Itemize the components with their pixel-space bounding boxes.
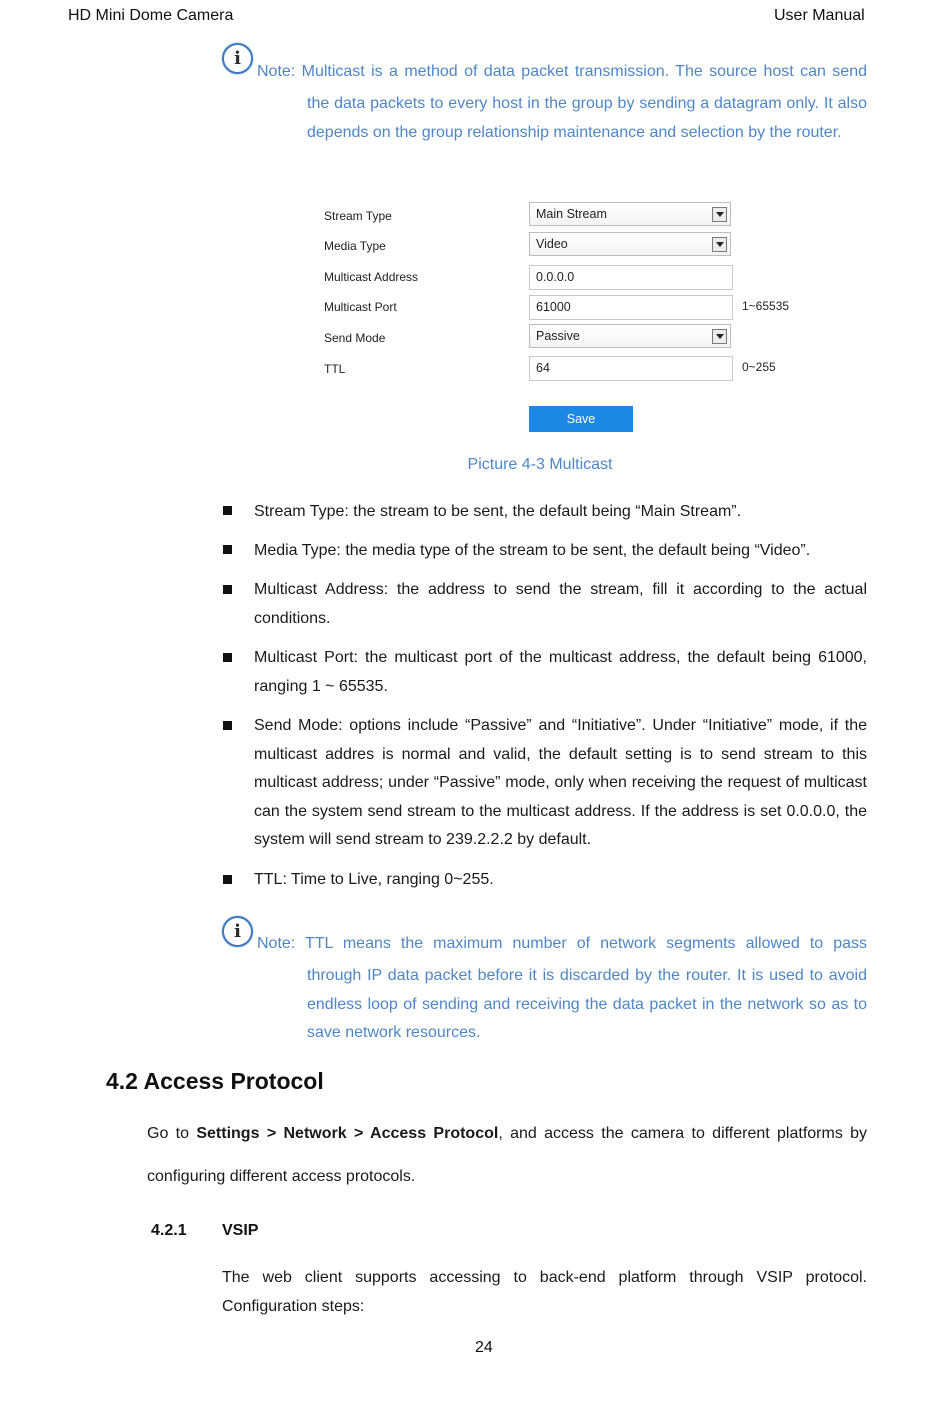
menu-path-access-protocol: Access Protocol [370,1125,499,1142]
media-type-value: Video [536,237,568,251]
note-first-line: Note: TTL means the maximum number of network segments allowed to pass [257,935,867,952]
square-bullet-icon [223,506,232,515]
stream-type-label: Stream Type [324,209,392,223]
stream-type-value: Main Stream [536,207,607,221]
multicast-port-range: 1~65535 [742,299,790,313]
note-first-line: Note: Multicast is a method of data packet transmission. The source host can send [257,63,867,80]
subsection-number: 4.2.1 [151,1222,187,1239]
square-bullet-icon [223,721,232,730]
info-icon: i [222,43,253,74]
bullet-media-type: Media Type: the media type of the stream to be sent, the default being “Video”. [254,542,811,559]
multicast-port-input[interactable] [529,295,733,320]
subsection-title: VSIP [222,1222,259,1239]
intro-line-1-rest: , and access the camera to different platforms by [498,1125,868,1142]
bullet-multicast-port: Multicast Port: the multicast port of the multicast address, the default being 61000, ranging 1 ~ 65535. [254,649,867,695]
ttl-input[interactable] [529,356,733,381]
media-type-select[interactable] [529,232,731,256]
bullet-ttl: TTL: Time to Live, ranging 0~255. [254,871,494,888]
menu-path-separator: > [259,1125,284,1142]
stream-type-select[interactable] [529,202,731,226]
ttl-range: 0~255 [742,360,776,374]
send-mode-select[interactable] [529,324,731,348]
send-mode-value: Passive [536,329,580,343]
figure-caption: Picture 4-3 Multicast [467,456,613,473]
header-doc-type: User Manual [774,7,865,24]
intro-line-1 [147,1125,867,1143]
multicast-address-label: Multicast Address [324,270,419,284]
intro-line-2: configuring different access protocols. [147,1168,416,1185]
multicast-port-value: 61000 [536,300,571,314]
header-title: HD Mini Dome Camera [68,7,234,24]
note-body: through IP data packet before it is discarded by the router. It is used to avoid endless loop of sending and receiving the data packet in the network so as to save network resources. [307,967,867,1041]
media-type-label: Media Type [324,239,386,253]
square-bullet-icon [223,545,232,554]
chevron-down-icon[interactable] [712,237,727,252]
note-body: the data packets to every host in the group by sending a datagram only. It also depends on the group relationship maintenance and selection by the router. [307,95,867,141]
ttl-value: 64 [536,361,550,375]
info-icon: i [222,916,253,947]
multicast-port-label: Multicast Port [324,300,397,314]
multicast-address-input[interactable] [529,265,733,290]
square-bullet-icon [223,585,232,594]
bullet-stream-type: Stream Type: the stream to be sent, the default being “Main Stream”. [254,503,742,520]
bullet-multicast-address: Multicast Address: the address to send the stream, fill it according to the actual conditions. [254,581,867,627]
intro-go-to: Go to [147,1125,197,1142]
chevron-down-icon[interactable] [712,207,727,222]
chevron-down-icon[interactable] [712,329,727,344]
send-mode-label: Send Mode [324,331,386,345]
square-bullet-icon [223,653,232,662]
multicast-address-value: 0.0.0.0 [536,270,575,284]
subsection-body: The web client supports accessing to back-end platform through VSIP protocol. Configuration steps: [222,1269,867,1315]
menu-path-separator: > [346,1125,371,1142]
square-bullet-icon [223,875,232,884]
save-button[interactable]: Save [529,406,633,432]
menu-path-network: Network [283,1125,347,1142]
bullet-send-mode: Send Mode: options include “Passive” and “Initiative”. Under “Initiative” mode, if the multicast addres is normal and valid, the default setting is to send stream to this multicast address; under “Passive” mode, only when receiving the request of multicast can the system send stream to the multicast address. If the address is set 0.0.0.0, the system will send stream to 239.2.2.2 by default. [254,717,867,848]
section-heading: 4.2 Access Protocol [106,1068,324,1094]
ttl-label: TTL [324,362,346,376]
page-number: 24 [475,1339,493,1356]
menu-path-settings: Settings [196,1125,260,1142]
